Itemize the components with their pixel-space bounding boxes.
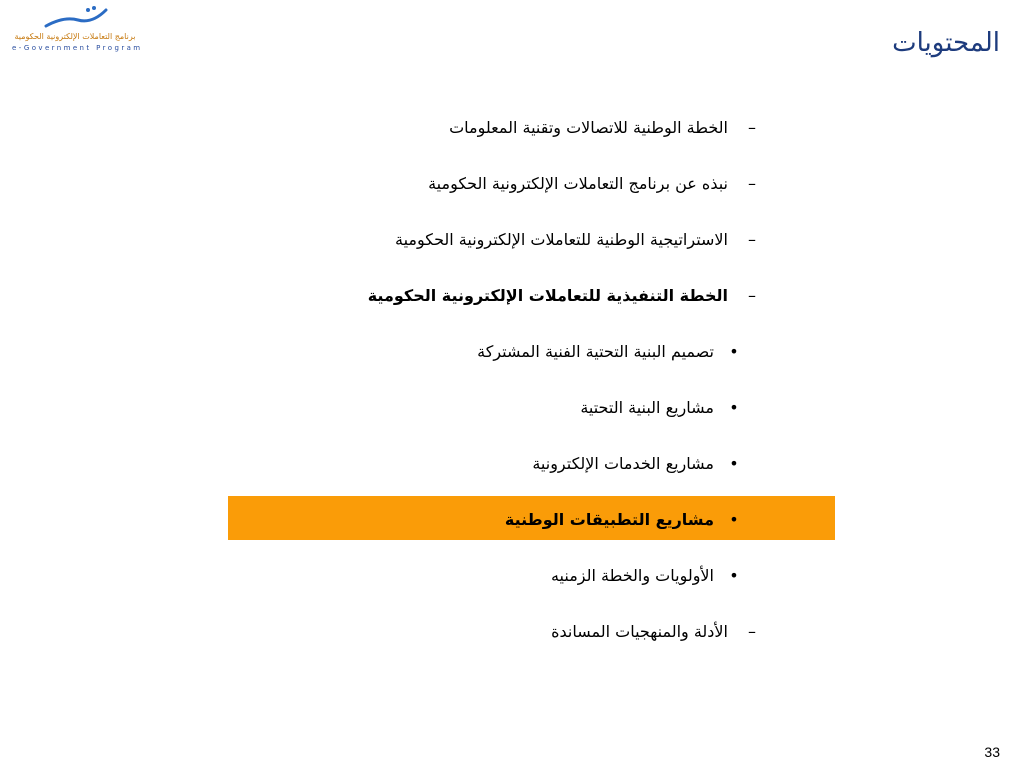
logo-mark-icon xyxy=(44,4,108,32)
contents-item-label: تصميم البنية التحتية الفنية المشتركة xyxy=(477,342,714,361)
dash-marker: – xyxy=(748,230,756,249)
logo-english-text: e-Government Program xyxy=(12,44,143,52)
contents-item xyxy=(532,436,744,492)
bullet-marker: • xyxy=(729,398,739,417)
contents-item xyxy=(395,212,762,268)
dash-marker: – xyxy=(748,622,756,641)
contents-item-label: الخطة التنفيذية للتعاملات الإلكترونية الحكومية xyxy=(367,286,728,305)
contents-item xyxy=(477,324,744,380)
contents-item xyxy=(551,604,762,660)
contents-item-label: الخطة الوطنية للاتصالات وتقنية المعلومات xyxy=(449,118,728,137)
contents-item-current xyxy=(505,492,744,548)
bullet-marker: • xyxy=(729,454,739,473)
contents-item-label: مشاريع البنية التحتية xyxy=(580,398,714,417)
contents-item xyxy=(551,548,744,604)
logo-arabic-text: برنامج التعاملات الإلكترونية الحكومية xyxy=(14,32,136,41)
contents-item xyxy=(580,380,744,436)
contents-item xyxy=(368,268,762,324)
dash-marker: – xyxy=(748,118,756,137)
page-number: 33 xyxy=(984,744,1000,760)
contents-item xyxy=(428,156,762,212)
dash-marker: – xyxy=(748,286,756,305)
bullet-marker: • xyxy=(729,342,739,361)
contents-item-label: الأولويات والخطة الزمنيه xyxy=(550,566,714,585)
contents-list xyxy=(0,100,1024,660)
contents-item-label: الاستراتيجية الوطنية للتعاملات الإلكترونية الحكومية xyxy=(394,230,728,249)
contents-item-label: الأدلة والمنهجيات المساندة xyxy=(551,622,728,641)
contents-item-label: مشاريع التطبيقات الوطنية xyxy=(504,510,714,529)
contents-item xyxy=(449,100,762,156)
dash-marker: – xyxy=(748,174,756,193)
bullet-marker: • xyxy=(729,566,739,585)
contents-item-label: مشاريع الخدمات الإلكترونية xyxy=(532,454,714,473)
egov-logo xyxy=(8,4,143,54)
contents-item-label: نبذه عن برنامج التعاملات الإلكترونية الحكومية xyxy=(428,174,728,193)
bullet-marker: • xyxy=(729,510,739,529)
slide-title: المحتويات xyxy=(892,28,1000,58)
